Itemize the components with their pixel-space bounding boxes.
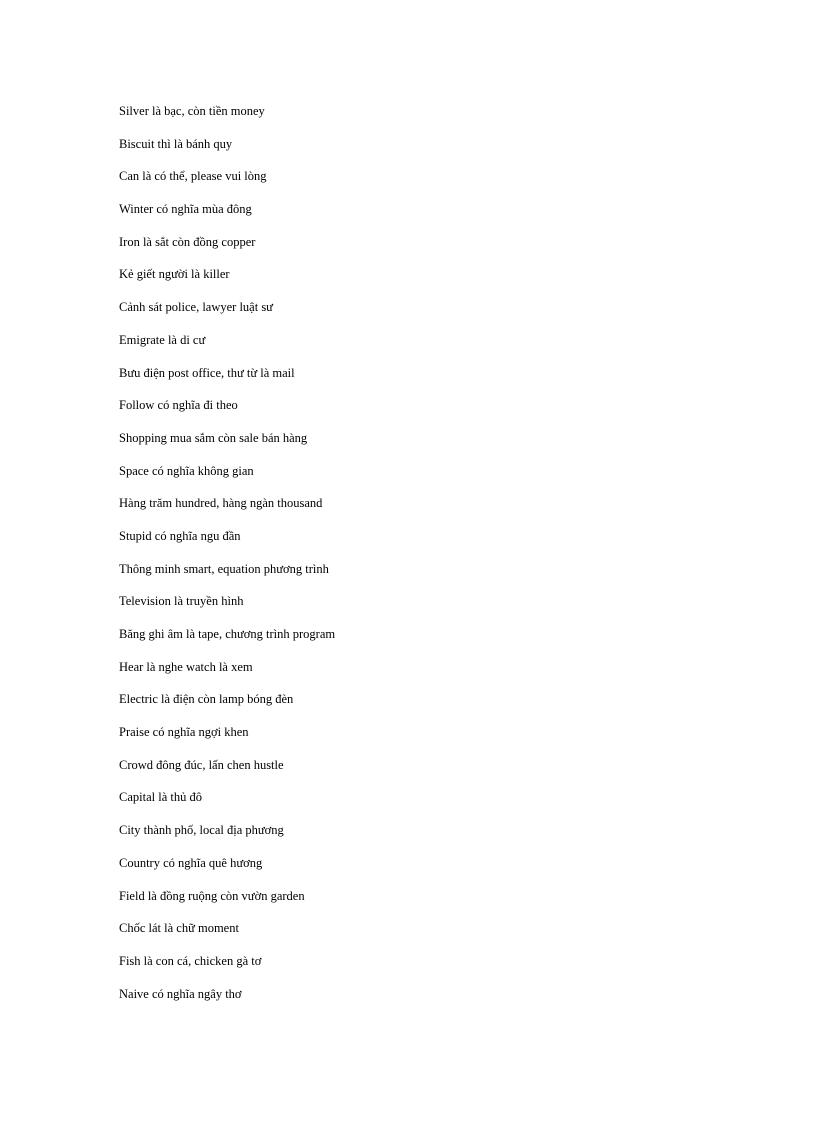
poem-line: Băng ghi âm là tape, chương trình program <box>119 627 336 641</box>
poem-line: Can là có thể, please vui lòng <box>119 169 267 184</box>
poem-line: Stupid có nghĩa ngu đần <box>119 528 241 543</box>
poem-line: Kẻ giết người là killer <box>119 267 230 282</box>
poem-line: Cảnh sát police, lawyer luật sư <box>119 300 273 315</box>
poem-line: Electric là điện còn lamp bóng đèn <box>119 692 294 707</box>
poem-line: Biscuit thì là bánh quy <box>119 136 233 151</box>
poem-line: Bưu điện post office, thư từ là mail <box>119 365 295 380</box>
poem-line: Hàng trăm hundred, hàng ngàn thousand <box>119 496 323 511</box>
poem-line: Follow có nghĩa đi theo <box>119 398 238 413</box>
poem-line: Space có nghĩa không gian <box>119 463 254 478</box>
poem-line: City thành phố, local địa phương <box>119 823 284 838</box>
poem-line: Country có nghĩa quê hương <box>119 855 263 870</box>
poem-line: Shopping mua sắm còn sale bán hàng <box>119 430 308 445</box>
poem-line: Thông minh smart, equation phương trình <box>119 561 329 576</box>
poem-line: Emigrate là di cư <box>119 332 206 347</box>
vocabulary-poem <box>119 101 335 1016</box>
poem-line: Silver là bạc, còn tiền money <box>119 104 265 118</box>
poem-line: Iron là sắt còn đồng copper <box>119 234 256 249</box>
poem-line: Fish là con cá, chicken gà tơ <box>119 953 262 968</box>
poem-line: Hear là nghe watch là xem <box>119 659 253 674</box>
poem-line: Praise có nghĩa ngợi khen <box>119 725 249 740</box>
poem-line: Field là đồng ruộng còn vườn garden <box>119 888 305 903</box>
poem-line: Capital là thủ đô <box>119 790 202 805</box>
poem-line: Chốc lát là chữ moment <box>119 921 239 936</box>
poem-line: Winter có nghĩa mùa đông <box>119 202 252 217</box>
poem-line: Crowd đông đúc, lấn chen hustle <box>119 757 284 772</box>
poem-line: Naive có nghĩa ngây thơ <box>119 986 242 1001</box>
poem-line: Television là truyền hình <box>119 594 244 609</box>
